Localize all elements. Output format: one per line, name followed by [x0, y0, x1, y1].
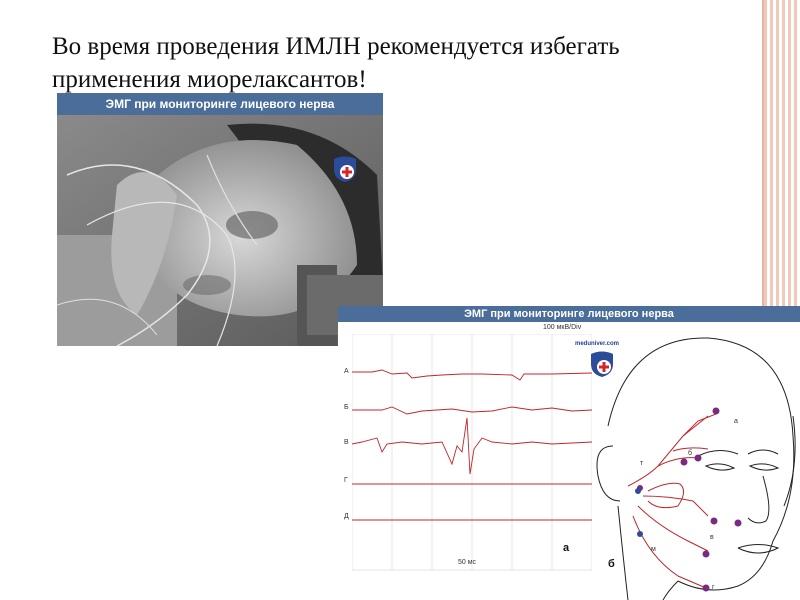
- photo-banner: ЭМГ при мониторинге лицевого нерва: [57, 93, 383, 115]
- face-marker-g: г: [712, 584, 715, 591]
- face-marker-m: м: [651, 546, 656, 553]
- face-marker-b: б: [688, 450, 693, 457]
- time-label: 50 мс: [458, 559, 477, 566]
- face-marker-v: в: [710, 534, 714, 541]
- channel-label-g: Г: [344, 477, 348, 484]
- panel-b-label: б: [608, 558, 615, 570]
- channel-label-a: А: [344, 368, 349, 375]
- emg-banner: ЭМГ при мониторинге лицевого нерва: [338, 306, 800, 322]
- site-label: meduniver.com: [575, 341, 620, 347]
- face-marker-a: а: [734, 418, 738, 425]
- patient-photo: [57, 93, 383, 346]
- panel-a-label: а: [563, 542, 570, 554]
- emg-figure: [338, 306, 800, 600]
- channel-label-b: Б: [344, 404, 349, 411]
- channel-label-d: Д: [344, 513, 349, 520]
- shield-logo-icon: [332, 133, 358, 161]
- emg-traces: [352, 334, 592, 574]
- scale-label: 100 мкВ/Div: [543, 324, 582, 331]
- slide-title: Во время проведения ИМЛН рекомендуется избегать применения миорелаксантов!: [52, 33, 620, 93]
- face-marker-t: т: [640, 460, 644, 467]
- face-nerve-diagram: [588, 326, 800, 600]
- channel-label-v: В: [344, 439, 349, 446]
